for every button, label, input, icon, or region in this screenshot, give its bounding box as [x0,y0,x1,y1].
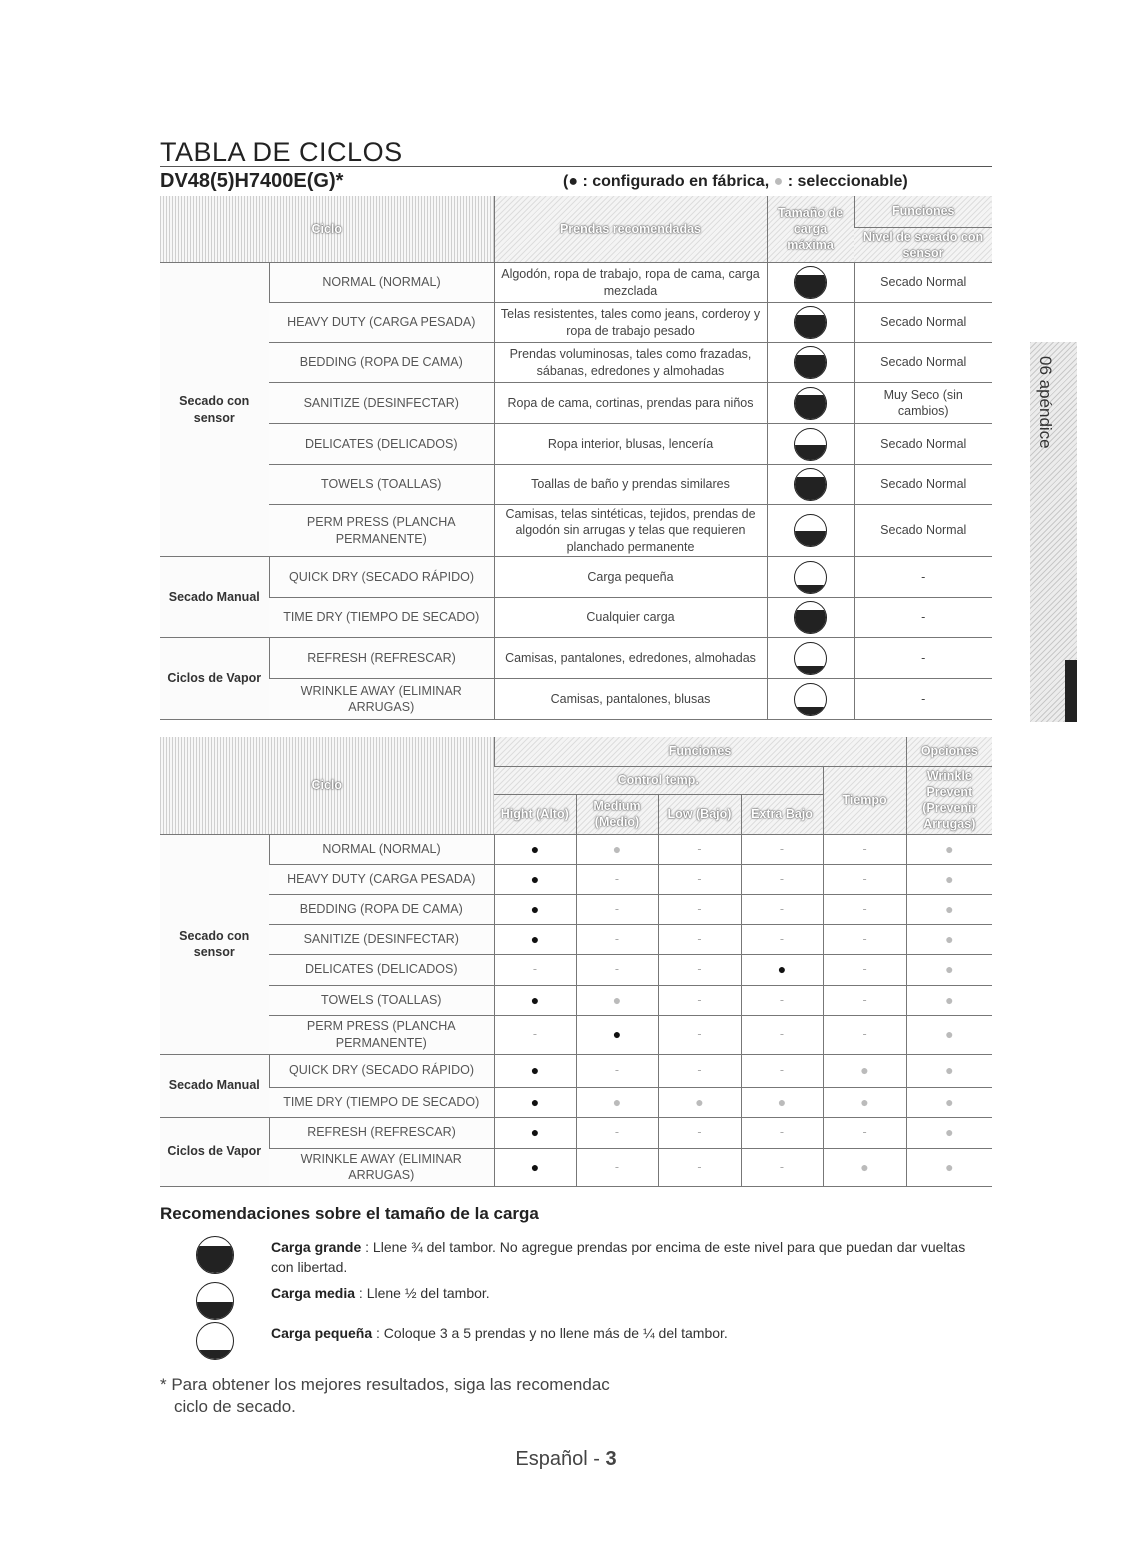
factory-dot-icon: ● [612,1026,622,1043]
selectable-dot-icon: ● [612,1093,622,1110]
mark-high [494,894,576,924]
mark-low [658,924,741,954]
drum-fill [795,531,826,546]
cycle-name: TIME DRY (TIEMPO DE SECADO) [269,598,494,638]
selectable-dot-icon: ● [695,1093,704,1110]
header-tamano: Tamaño de carga máxima [767,196,854,263]
drum-fill [197,1350,233,1359]
table-row [160,638,992,679]
mark-wrinkle [906,864,992,894]
mark-wrinkle [906,985,992,1015]
mark-wrinkle [906,1117,992,1148]
mark-high [494,954,576,985]
mark-medium [576,1015,658,1054]
load-size [767,263,854,303]
mark-value: - [697,841,702,856]
mark-low [658,864,741,894]
table-row [160,1087,992,1117]
recommendation-desc: : Coloque 3 a 5 prendas y no llene más de ¼ del tambor. [372,1325,728,1341]
mark-value: - [862,962,867,977]
cycles-table [160,196,992,720]
recommendation-text [271,1284,971,1304]
mark-medium [576,834,658,864]
load-size [767,383,854,424]
functions-table [160,737,992,1187]
mark-high [494,1054,576,1087]
selectable-dot-icon: ● [945,870,954,887]
table-row [160,924,992,954]
cycle-name: HEAVY DUTY (CARGA PESADA) [269,303,494,343]
mark-value: - [697,1063,702,1078]
title-divider [160,166,992,167]
load-size [767,303,854,343]
table-row [160,1054,992,1087]
recommendation-text [271,1324,971,1344]
dry-level: Secado Normal [854,505,992,557]
recommended-clothes: Camisas, pantalones, blusas [494,679,767,720]
drum-large-icon [794,601,827,634]
mark-low [658,1087,741,1117]
header-tiempo: Tiempo [823,766,906,834]
legend-factory: : configurado en fábrica, [578,173,774,190]
recommendations-title: Recomendaciones sobre el tamaño de la carga [160,1204,539,1223]
cycle-name: TOWELS (TOALLAS) [269,465,494,505]
mark-value: - [697,1159,702,1174]
mark-low [658,985,741,1015]
header-ciclo-2: Ciclo [160,737,494,834]
recommended-clothes: Prendas voluminosas, tales como frazadas, sábanas, edredones y almohadas [494,343,767,383]
selectable-dot-icon: ● [945,1093,954,1110]
selectable-dot-icon: ● [860,1062,869,1079]
mark-value: - [532,962,538,977]
mark-value: - [697,992,702,1007]
mark-extra-bajo [741,1148,823,1186]
factory-dot-icon: ● [530,1124,540,1141]
mark-extra-bajo [741,864,823,894]
selectable-dot-icon: ● [612,840,622,857]
recommendation-label: Carga media [271,1285,356,1301]
dry-level: - [854,679,992,720]
selectable-dot-icon: ● [860,1093,869,1110]
group-vapor: Ciclos de Vapor [160,1117,269,1186]
mark-value: - [862,1125,867,1140]
drum-fill [197,1302,233,1319]
mark-wrinkle [906,894,992,924]
drum-large-icon [794,306,827,339]
factory-dot-icon: ● [530,900,540,917]
drum-small-icon [794,683,827,716]
mark-value: - [862,1027,867,1042]
header-extra-bajo: Extra Bajo [741,794,823,834]
recommendation-label: Carga pequeña [271,1325,373,1341]
recommended-clothes: Algodón, ropa de trabajo, ropa de cama, carga mezclada [494,263,767,303]
drum-fill [795,666,826,674]
recommended-clothes: Cualquier carga [494,598,767,638]
recommended-clothes: Carga pequeña [494,557,767,598]
footer-language: Español - [515,1448,606,1470]
load-size [767,465,854,505]
selectable-dot-icon: ● [945,1158,954,1175]
cycle-name: REFRESH (REFRESCAR) [269,1117,494,1148]
table-row [160,383,992,424]
mark-extra-bajo [741,834,823,864]
selectable-dot-icon: ● [945,991,954,1008]
table-row [160,1148,992,1186]
table-row [160,894,992,924]
dry-level: Secado Normal [854,424,992,465]
header-high: Hight (Alto) [494,794,576,834]
header-medium: Medium (Medio) [576,794,658,834]
mark-high [494,864,576,894]
cycle-name: WRINKLE AWAY (ELIMINAR ARRUGAS) [269,1148,494,1186]
drum-fill [795,355,826,378]
mark-value: - [697,901,702,916]
section-tab-marker [1065,660,1077,722]
factory-dot-icon: ● [530,1158,540,1175]
dry-level: Secado Normal [854,465,992,505]
table-row [160,954,992,985]
cycle-name: QUICK DRY (SECADO RÁPIDO) [269,557,494,598]
mark-wrinkle [906,834,992,864]
mark-medium [576,1054,658,1087]
factory-dot-icon: ● [530,991,540,1008]
mark-medium [576,894,658,924]
dry-level: Secado Normal [854,263,992,303]
mark-tiempo [823,1117,906,1148]
header-funciones: Funciones [854,196,992,227]
drum-fill [197,1246,233,1273]
mark-tiempo [823,894,906,924]
mark-extra-bajo [741,1054,823,1087]
mark-extra-bajo [741,954,823,985]
drum-fill [795,707,826,715]
load-size [767,638,854,679]
recommended-clothes: Camisas, pantalones, edredones, almohadas [494,638,767,679]
mark-value: - [862,901,867,916]
recommended-clothes: Camisas, telas sintéticas, tejidos, prendas de algodón sin arrugas y telas que requieren planchado permanente [494,505,767,557]
mark-value: - [862,841,867,856]
load-size [767,679,854,720]
mark-tiempo [823,864,906,894]
factory-dot-icon: ● [530,1062,540,1079]
mark-low [658,834,741,864]
cycle-name: BEDDING (ROPA DE CAMA) [269,894,494,924]
group-sensor: Secado con sensor [160,834,269,1054]
cycle-name: TIME DRY (TIEMPO DE SECADO) [269,1087,494,1117]
cycle-name: REFRESH (REFRESCAR) [269,638,494,679]
mark-value: - [779,871,785,886]
group-vapor: Ciclos de Vapor [160,638,269,720]
cycle-name: NORMAL (NORMAL) [269,834,494,864]
factory-dot-icon: ● [530,1093,540,1110]
cycle-name: SANITIZE (DESINFECTAR) [269,924,494,954]
section-tab-label: 06 apéndice [1036,355,1055,449]
mark-wrinkle [906,1015,992,1054]
mark-extra-bajo [741,924,823,954]
mark-medium [576,1148,658,1186]
drum-large-icon [794,387,827,420]
mark-tiempo [823,1015,906,1054]
header-ciclo: Ciclo [160,196,494,263]
mark-medium [576,1087,658,1117]
mark-extra-bajo [741,1015,823,1054]
table-row [160,598,992,638]
footnote-line-1: * Para obtener los mejores resultados, siga las recomendac [160,1375,610,1394]
header-funciones-2: Funciones [494,737,906,766]
mark-value: - [862,931,867,946]
recommendation-desc: : Llene ¾ del tambor. No agregue prendas por encima de este nivel para que puedan dar vueltas con libertad. [271,1239,966,1275]
mark-low [658,954,741,985]
header-low: Low (Bajo) [658,794,741,834]
factory-dot-icon: ● [530,930,540,947]
mark-medium [576,1117,658,1148]
drum-large-icon [794,346,827,379]
drum-medium-icon [794,514,827,547]
drum-large-icon [794,468,827,501]
load-size [767,598,854,638]
drum-fill [795,315,826,338]
load-size [767,424,854,465]
mark-low [658,1054,741,1087]
mark-tiempo [823,985,906,1015]
drum-large-icon [794,266,827,299]
mark-value: - [862,871,867,886]
cycle-name: PERM PRESS (PLANCHA PERMANENTE) [269,505,494,557]
mark-low [658,1015,741,1054]
load-size [767,557,854,598]
drum-fill [795,445,826,460]
cycle-name: SANITIZE (DESINFECTAR) [269,383,494,424]
mark-value: - [697,931,702,946]
table-row [160,303,992,343]
dry-level: Secado Normal [854,303,992,343]
cycle-name: DELICATES (DELICADOS) [269,954,494,985]
mark-extra-bajo [741,985,823,1015]
mark-tiempo [823,1148,906,1186]
mark-low [658,894,741,924]
recommended-clothes: Ropa interior, blusas, lencería [494,424,767,465]
selectable-dot-icon: ● [945,1026,954,1043]
mark-low [658,1117,741,1148]
header-nivel: Nivel de secado con sensor [854,227,992,263]
table-row [160,465,992,505]
cycle-name: QUICK DRY (SECADO RÁPIDO) [269,1054,494,1087]
recommendation-text [271,1238,971,1277]
selectable-dot-icon: ● [860,1158,869,1175]
footnote-line-2: ciclo de secado. [174,1397,296,1417]
page-title: TABLA DE CICLOS [160,137,403,167]
header-prendas: Prendas recomendadas [494,196,767,263]
drum-small-icon [794,642,827,675]
drum-fill [795,275,826,298]
cycle-name: TOWELS (TOALLAS) [269,985,494,1015]
drum-medium-icon [196,1282,234,1320]
legend [563,173,908,191]
mark-value: - [779,1125,785,1140]
drum-fill [795,395,826,418]
table-row [160,1117,992,1148]
mark-value: - [779,931,785,946]
mark-value: - [614,1063,620,1078]
mark-extra-bajo [741,1087,823,1117]
selectable-dot-icon: ● [777,1093,787,1110]
mark-value: - [697,962,702,977]
mark-high [494,924,576,954]
mark-value: - [697,1125,702,1140]
mark-medium [576,864,658,894]
table-row [160,985,992,1015]
mark-value: - [614,871,620,886]
mark-medium [576,954,658,985]
recommended-clothes: Telas resistentes, tales como jeans, corderoy y ropa de trabajo pesado [494,303,767,343]
mark-value: - [862,992,867,1007]
table-row [160,864,992,894]
cycle-name: NORMAL (NORMAL) [269,263,494,303]
recommendation-label: Carga grande [271,1239,362,1255]
mark-high [494,985,576,1015]
dry-level: - [854,638,992,679]
footnote [160,1374,610,1418]
table-row [160,343,992,383]
drum-medium-icon [794,428,827,461]
mark-tiempo [823,834,906,864]
mark-tiempo [823,924,906,954]
mark-wrinkle [906,954,992,985]
selectable-dot-icon: ● [945,900,954,917]
group-manual: Secado Manual [160,557,269,638]
mark-wrinkle [906,1087,992,1117]
mark-low [658,1148,741,1186]
mark-value: - [614,962,620,977]
recommended-clothes: Toallas de baño y prendas similares [494,465,767,505]
drum-small-icon [196,1322,234,1360]
legend-gray-dot: ● [773,173,784,190]
cycle-name: WRINKLE AWAY (ELIMINAR ARRUGAS) [269,679,494,720]
page-footer [0,1448,1132,1471]
dry-level: Muy Seco (sin cambios) [854,383,992,424]
factory-dot-icon: ● [777,961,787,978]
mark-high [494,834,576,864]
selectable-dot-icon: ● [945,1124,954,1141]
mark-high [494,1087,576,1117]
mark-high [494,1117,576,1148]
legend-open: ( [563,173,569,190]
table-row [160,557,992,598]
table-row [160,424,992,465]
dry-level: - [854,557,992,598]
dry-level: Secado Normal [854,343,992,383]
mark-medium [576,924,658,954]
selectable-dot-icon: ● [945,930,954,947]
mark-high [494,1015,576,1054]
mark-value: - [614,931,620,946]
mark-wrinkle [906,1054,992,1087]
mark-value: - [532,1027,538,1042]
factory-dot-icon: ● [530,840,540,857]
group-manual: Secado Manual [160,1054,269,1117]
cycle-name: PERM PRESS (PLANCHA PERMANENTE) [269,1015,494,1054]
header-opciones: Opciones [906,737,992,766]
table-row [160,679,992,720]
legend-black-dot: ● [568,173,578,190]
table-row [160,263,992,303]
load-size [767,343,854,383]
factory-dot-icon: ● [530,870,540,887]
cycle-name: HEAVY DUTY (CARGA PESADA) [269,864,494,894]
drum-large-icon [196,1236,234,1274]
page-number: 3 [605,1448,617,1470]
mark-tiempo [823,954,906,985]
cycle-name: DELICATES (DELICADOS) [269,424,494,465]
mark-tiempo [823,1087,906,1117]
mark-medium [576,985,658,1015]
selectable-dot-icon: ● [612,991,622,1008]
mark-tiempo [823,1054,906,1087]
recommended-clothes: Ropa de cama, cortinas, prendas para niños [494,383,767,424]
selectable-dot-icon: ● [945,1062,954,1079]
mark-value: - [697,871,702,886]
group-sensor: Secado con sensor [160,263,269,557]
drum-fill [795,585,826,593]
dry-level: - [854,598,992,638]
mark-value: - [779,1063,785,1078]
mark-value: - [779,992,785,1007]
header-wrinkle: Wrinkle Prevent (Prevenir Arrugas) [906,766,992,834]
mark-value: - [697,1027,702,1042]
mark-wrinkle [906,1148,992,1186]
load-size [767,505,854,557]
drum-fill [795,477,826,500]
model-number: DV48(5)H7400E(G)* [160,170,344,192]
cycle-name: BEDDING (ROPA DE CAMA) [269,343,494,383]
mark-value: - [614,1159,620,1174]
mark-high [494,1148,576,1186]
drum-fill [795,610,826,633]
legend-selectable: : seleccionable) [783,173,908,190]
mark-value: - [779,841,785,856]
selectable-dot-icon: ● [945,961,954,978]
mark-value: - [614,901,620,916]
mark-extra-bajo [741,894,823,924]
mark-extra-bajo [741,1117,823,1148]
mark-value: - [614,1125,620,1140]
table-row [160,1015,992,1054]
table-row [160,834,992,864]
selectable-dot-icon: ● [945,840,954,857]
drum-small-icon [794,561,827,594]
mark-value: - [779,901,785,916]
recommendation-desc: : Llene ½ del tambor. [355,1285,490,1301]
mark-value: - [779,1159,785,1174]
table-row [160,505,992,557]
mark-value: - [779,1027,785,1042]
mark-wrinkle [906,924,992,954]
header-control-temp: Control temp. [494,766,823,794]
